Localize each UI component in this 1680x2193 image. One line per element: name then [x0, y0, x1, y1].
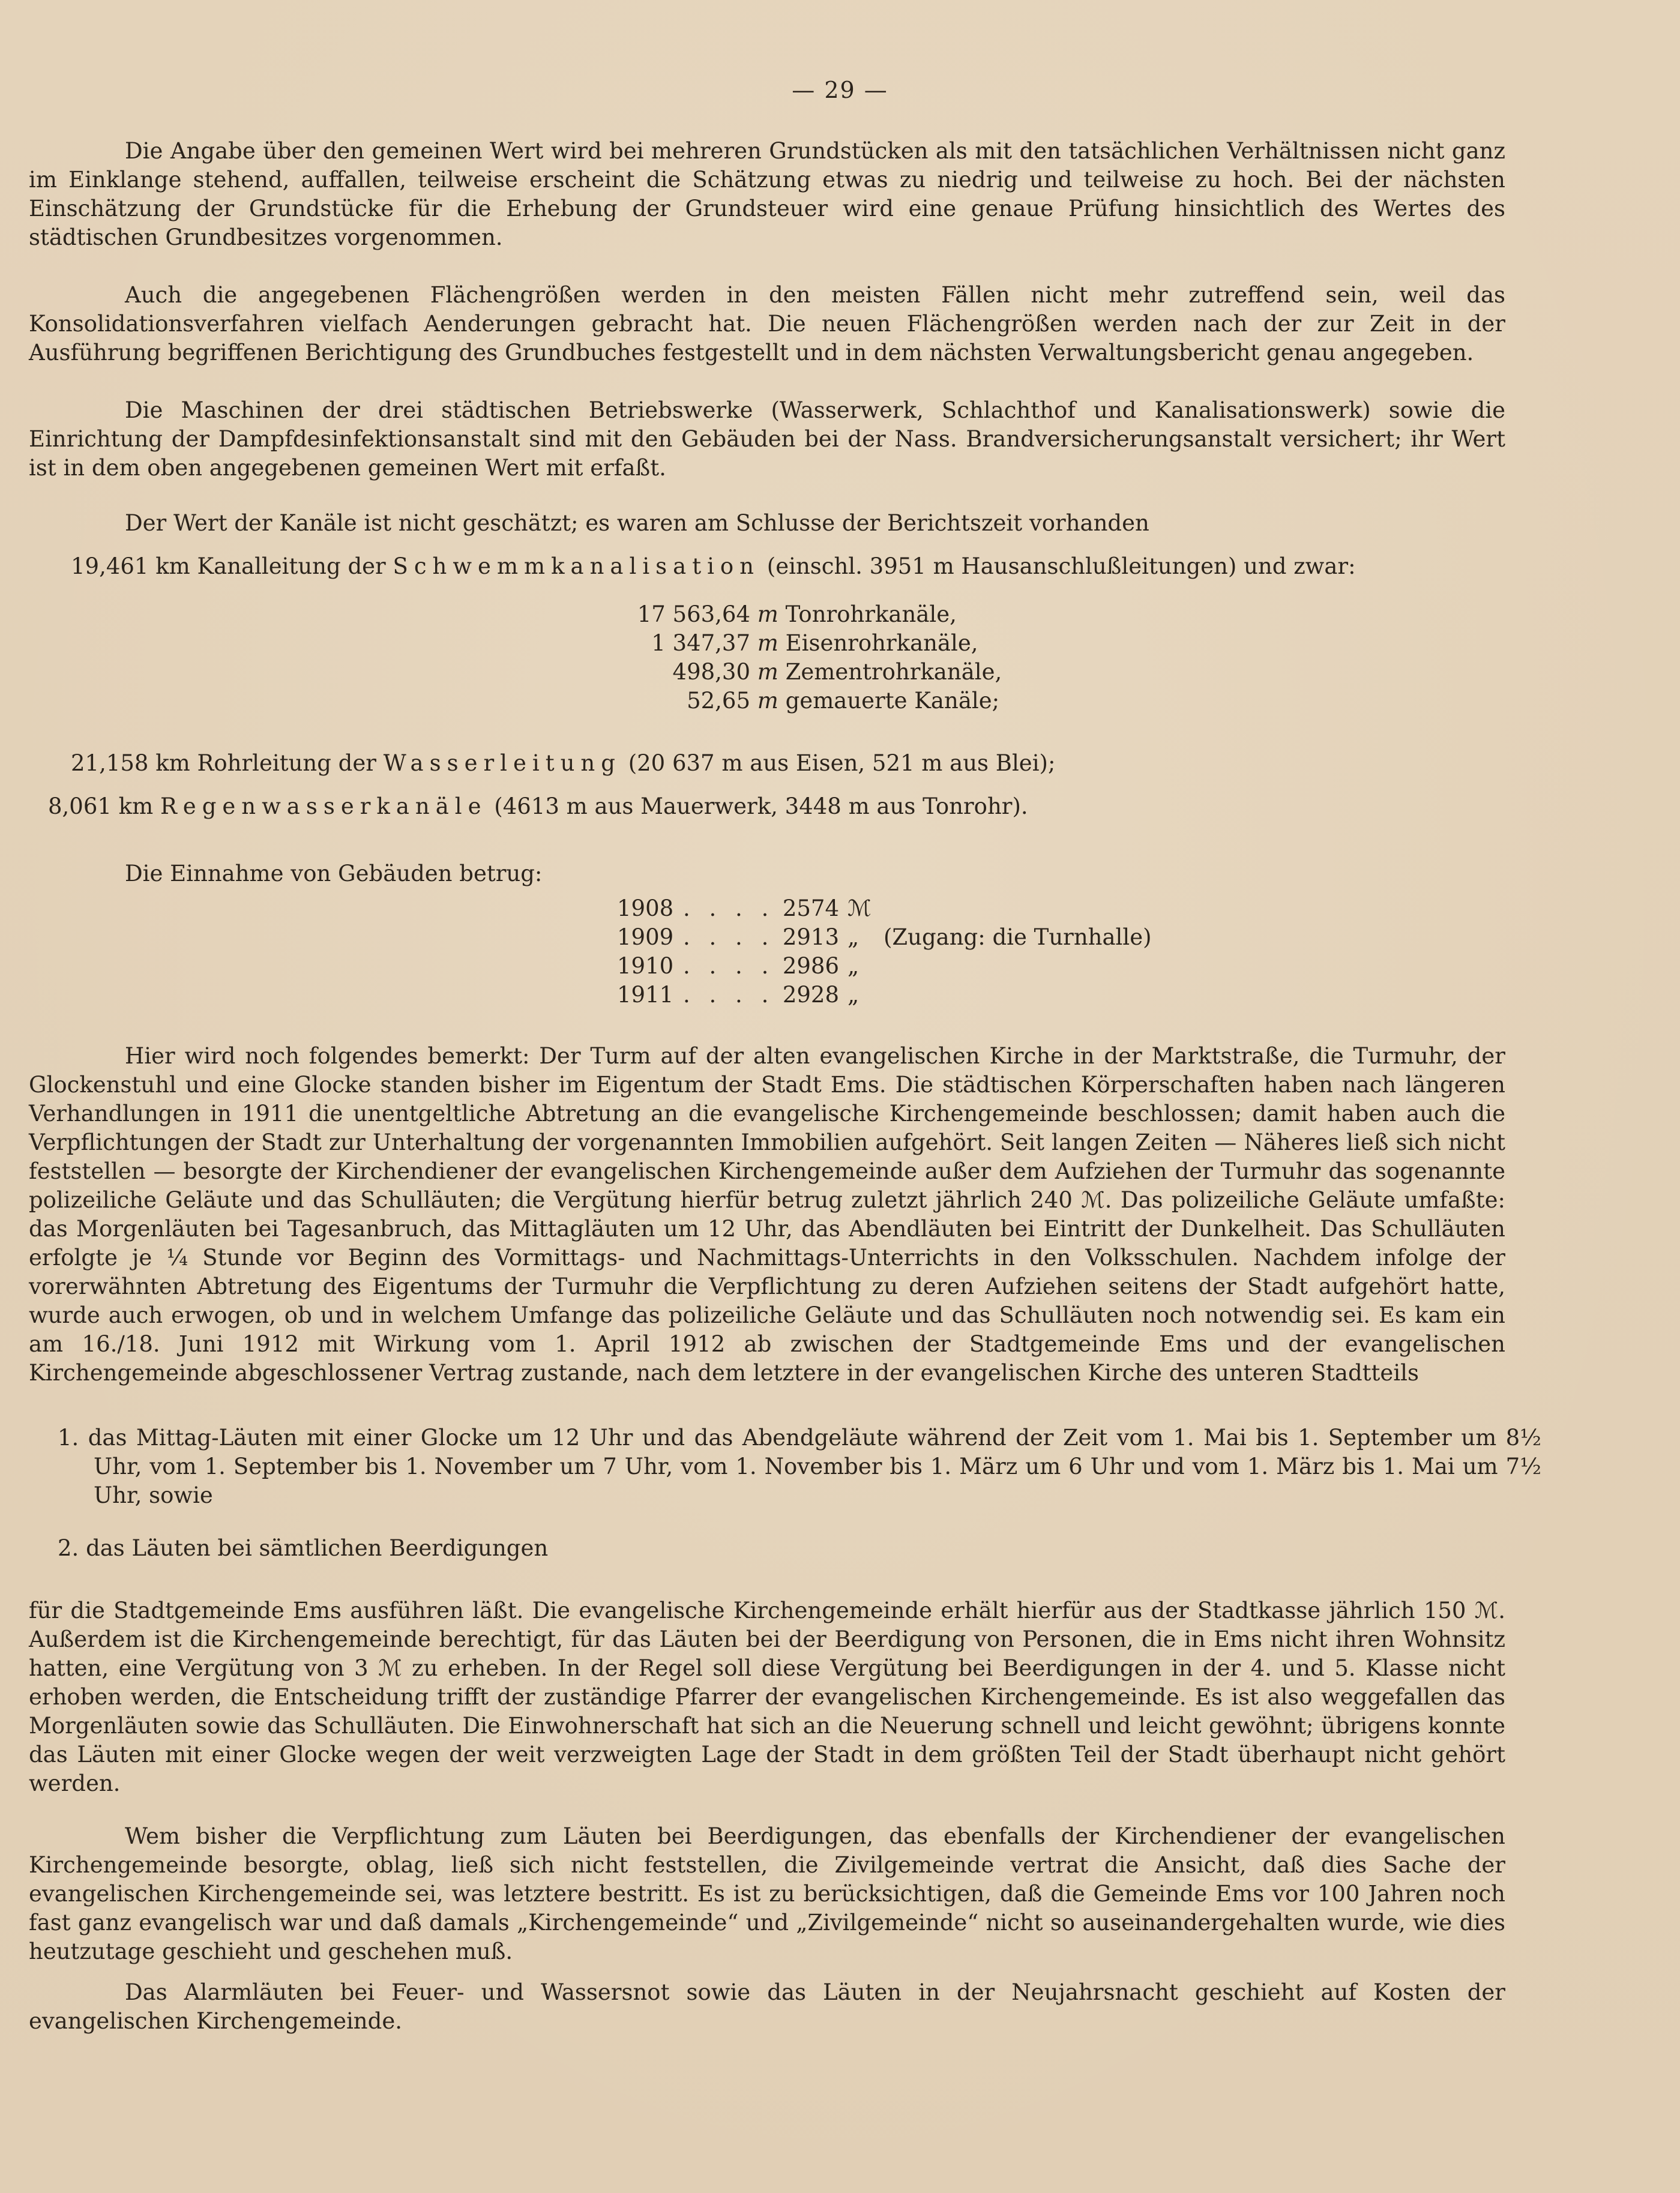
income-amount: 2986	[782, 953, 839, 979]
water-pipe-spaced: Wasserleitung	[383, 750, 621, 776]
income-amount: 2913	[782, 924, 839, 950]
sewer-item-label: Eisenrohrkanäle,	[785, 630, 978, 656]
income-dots: . . . .	[683, 982, 775, 1008]
sewer-item-value: 17 563,64	[637, 601, 750, 627]
sewer-item-unit: m	[757, 659, 778, 685]
paragraph-alarm-ringing: Das Alarmläuten bei Feuer- und Wassersnot sowie das Läuten in der Neujahrsnacht geschieht auf Kosten der evangelischen Kirchengemeinde.	[29, 1979, 1505, 2034]
income-year: 1909	[617, 924, 674, 950]
income-row	[617, 952, 1152, 981]
income-note: (Zugang: die Turnhalle)	[884, 924, 1152, 950]
sewer-item	[612, 658, 1002, 687]
paragraph-canal-value: Der Wert der Kanäle ist nicht geschätzt; es waren am Schlusse der Berichtszeit vorhanden	[125, 510, 1149, 536]
list-item-funerals: 2. das Läuten bei sämtlichen Beerdigungen	[58, 1535, 549, 1561]
income-unit: ℳ	[848, 895, 872, 921]
income-dots: . . . .	[683, 895, 775, 921]
income-amount: 2928	[782, 982, 839, 1008]
income-row	[617, 981, 1152, 1009]
sewer-item-label: Zementrohrkanäle,	[785, 659, 1002, 685]
sewer-summary-pre: 19,461 km Kanalleitung der	[71, 553, 393, 579]
sewer-item-unit: m	[757, 630, 778, 656]
water-pipe-pre: 21,158 km Rohrleitung der	[71, 750, 384, 776]
sewer-line-summary	[71, 552, 1511, 581]
income-unit: „	[848, 982, 860, 1008]
paragraph-church-tower: Hier wird noch folgendes bemerkt: Der Turm auf der alten evangelischen Kirche in der Marktstraße, die Turmuhr, der Glockenstuhl und eine Glocke standen bisher im Eigentum der Stadt Ems. Die städtischen Körperschaften haben nach längeren Verhandlungen in 1911 die unentgeltliche Abtretung an die evangelische Kirchengemeinde beschlossen; damit haben auch die Verpflichtungen der Stadt zur Unterhaltung der vorgenannten Immobilien aufgehört. Seit langen Zeiten — Näheres ließ sich nicht feststellen — besorgte der Kirchendiener der evangelischen Kirchengemeinde außer dem Aufziehen der Turmuhr das sogenannte polizeiliche Geläute und das Schulläuten; die Vergütung hierfür betrug zuletzt jährlich 240 ℳ. Das polizeiliche Geläute umfaßte: das Morgenläuten bei Tagesanbruch, das Mittagläuten um 12 Uhr, das Abendläuten bei Eintritt der Dunkelheit. Das Schulläuten erfolgte je ¼ Stunde vor Beginn des Vormittags- und Nachmittags-Unterrichts in den Volksschulen. Nachdem infolge der vorerwähnten Abtretung des Eigentums der Turmuhr die Verpflichtung zu deren Aufziehen seitens der Stadt aufgehört hatte, wurde auch erwogen, ob und in welchem Umfange das polizeiliche Geläute und das Schulläuten noch notwendig sei. Es kam ein am 16./18. Juni 1912 mit Wirkung vom 1. April 1912 ab zwischen der Stadtgemeinde Ems und der evangelischen Kirchengemeinde abgeschlossener Vertrag zustande, nach dem letztere in der evangelischen Kirche des unteren Stadtteils	[29, 1043, 1505, 1386]
paragraph-area-sizes: Auch die angegebenen Flächengrößen werden in den meisten Fällen nicht mehr zutreffend sein, weil das Konsolidationsverfahren vielfach Aenderungen gebracht hat. Die neuen Flächengrößen werden nach der zur Zeit in der Ausführung begriffenen Berichtigung des Grundbuches festgestellt und in dem nächsten Verwaltungsbericht genau angegeben.	[29, 282, 1505, 366]
sewer-item	[612, 600, 1002, 629]
paragraph-income-intro: Die Einnahme von Gebäuden betrug:	[125, 861, 543, 886]
list-item-bell-ringing: 1. das Mittag-Läuten mit einer Glocke um 12 Uhr und das Abendgeläute während der Zeit vom 1. Mai bis 1. September um 8½ Uhr, vom 1. September bis 1. November um 7 Uhr, vom 1. November bis 1. März um 6 Uhr und vom 1. März bis 1. Mai um 7½ Uhr, sowie	[58, 1425, 1541, 1508]
income-year: 1911	[617, 982, 674, 1008]
rainwater-pre: 8,061 km	[48, 793, 160, 819]
water-pipe-post: (20 637 m aus Eisen, 521 m aus Blei);	[621, 750, 1056, 776]
paragraph-property-value: Die Angabe über den gemeinen Wert wird bei mehreren Grundstücken als mit den tatsächlichen Verhältnissen nicht ganz im Einklange stehend, auffallen, teilweise erscheint die Schätzung etwas zu niedrig und teilweise zu hoch. Bei der nächsten Einschätzung der Grundstücke für die Erhebung der Grundsteuer wird eine genaue Prüfung hinsichtlich des Wertes des städtischen Grundbesitzes vorgenommen.	[29, 138, 1505, 250]
sewer-item	[612, 629, 1002, 658]
rainwater-post: (4613 m aus Mauerwerk, 3448 m aus Tonrohr).	[487, 793, 1028, 819]
sewer-item-unit: m	[757, 601, 778, 627]
sewer-item-label: gemauerte Kanäle;	[785, 688, 1000, 714]
paragraph-funeral-obligation: Wem bisher die Verpflichtung zum Läuten bei Beerdigungen, das ebenfalls der Kirchendiener der evangelischen Kirchengemeinde besorgte, oblag, ließ sich nicht feststellen, die Zivilgemeinde vertrat die Ansicht, daß dies Sache der evangelischen Kirchengemeinde sei, was letztere bestritt. Es ist zu berücksichtigen, daß die Gemeinde Ems vor 100 Jahren noch fast ganz evangelisch war und daß damals „Kirchengemeinde“ und „Zivilgemeinde“ nicht so auseinandergehalten wurde, wie dies heutzutage geschieht und geschehen muß.	[29, 1823, 1505, 1964]
income-row	[617, 923, 1152, 952]
income-unit: „	[848, 924, 860, 950]
income-year: 1908	[617, 895, 674, 921]
income-amount: 2574	[782, 895, 839, 921]
water-pipe-line	[71, 749, 1547, 778]
sewer-item-value: 1 347,37	[651, 630, 750, 656]
sewer-item-value: 498,30	[672, 659, 750, 685]
sewer-item-label: Tonrohrkanäle,	[785, 601, 957, 627]
rainwater-line	[48, 792, 1525, 821]
income-table	[617, 894, 1152, 1009]
sewer-item-unit: m	[757, 688, 778, 714]
sewer-summary-post: (einschl. 3951 m Hausanschlußleitungen) und zwar:	[760, 553, 1356, 579]
paragraph-municipal-payment: für die Stadtgemeinde Ems ausführen läßt. Die evangelische Kirchengemeinde erhält hierfür aus der Stadtkasse jährlich 150 ℳ. Außerdem ist die Kirchengemeinde berechtigt, für das Läuten bei der Beerdigung von Personen, die in Ems nicht ihren Wohnsitz hatten, eine Vergütung von 3 ℳ zu erheben. In der Regel soll diese Vergütung bei Beerdigungen in der 4. und 5. Klasse nicht erhoben werden, die Entscheidung trifft der zuständige Pfarrer der evangelischen Kirchengemeinde. Es ist also weggefallen das Morgenläuten sowie das Schulläuten. Die Einwohnerschaft hat sich an die Neuerung schnell und leicht gewöhnt; übrigens konnte das Läuten mit einer Glocke wegen der weit verzweigten Lage der Stadt in dem größten Teil der Stadt überhaupt nicht gehört werden.	[29, 1598, 1505, 1796]
income-year: 1910	[617, 953, 674, 979]
income-dots: . . . .	[683, 953, 775, 979]
paragraph-machines-insurance: Die Maschinen der drei städtischen Betriebswerke (Wasserwerk, Schlachthof und Kanalisationswerk) sowie die Einrichtung der Dampfdesinfektionsanstalt sind mit den Gebäuden bei der Nass. Brandversicherungsanstalt versichert; ihr Wert ist in dem oben angegebenen gemeinen Wert mit erfaßt.	[29, 397, 1505, 481]
income-unit: „	[848, 953, 860, 979]
sewer-summary-spaced: Schwemmkanalisation	[393, 553, 760, 579]
rainwater-spaced: Regenwasserkanäle	[160, 793, 487, 819]
page-number: — 29 —	[792, 77, 888, 103]
sewer-items-list	[612, 600, 1002, 715]
income-dots: . . . .	[683, 924, 775, 950]
sewer-item-value: 52,65	[687, 688, 750, 714]
sewer-item	[612, 687, 1002, 715]
income-row	[617, 894, 1152, 923]
